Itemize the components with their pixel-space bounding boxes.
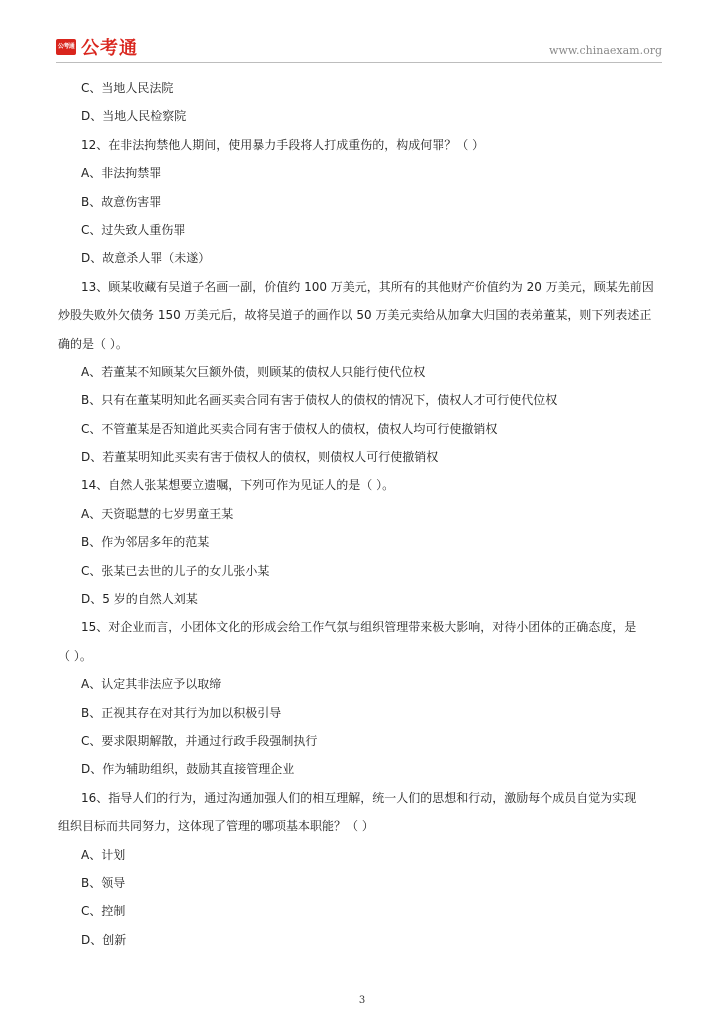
answer-option: A、若董某不知顾某欠巨额外债，则顾某的债权人只能行使代位权: [81, 364, 426, 379]
question-text: 14、自然人张某想要立遗嘱，下列可作为见证人的是（ ）。: [81, 478, 395, 493]
answer-option: C、过失致人重伤罪: [81, 222, 186, 237]
question-text-continued: 组织目标而共同努力，这体现了管理的哪项基本职能？（ ）: [58, 819, 374, 834]
answer-option: B、故意伤害罪: [81, 194, 162, 209]
answer-option: D、作为辅助组织，鼓励其直接管理企业: [81, 762, 295, 777]
question-text: 13、顾某收藏有吴道子名画一副，价值约 100 万美元，其所有的其他财产价值约为 20 万美元，顾某先前因: [81, 279, 654, 294]
answer-option: B、只有在董某明知此名画买卖合同有害于债权人的债权的情况下，债权人才可行使代位权: [81, 393, 558, 408]
answer-option: C、当地人民法院: [81, 81, 174, 95]
page-number: 3: [358, 995, 366, 1006]
logo-icon: 公考通: [56, 39, 76, 55]
answer-option: A、认定其非法应予以取缔: [81, 677, 222, 692]
page-header: [0, 0, 724, 60]
site-url: www.chinaexam.org: [549, 44, 662, 57]
answer-option: D、当地人民检察院: [81, 109, 187, 124]
answer-option: C、控制: [81, 904, 126, 919]
answer-option: A、天资聪慧的七岁男童王某: [81, 506, 234, 521]
document-body: [58, 74, 666, 954]
answer-option: A、非法拘禁罪: [81, 166, 162, 181]
header-divider: [56, 62, 662, 63]
answer-option: C、张某已去世的儿子的女儿张小某: [81, 563, 270, 578]
answer-option: B、作为邻居多年的范某: [81, 535, 210, 550]
logo-text: 公考通: [81, 38, 138, 59]
answer-option: C、不管董某是否知道此买卖合同有害于债权人的债权，债权人均可行使撤销权: [81, 421, 498, 436]
answer-option: C、要求限期解散，并通过行政手段强制执行: [81, 733, 318, 748]
logo: [56, 34, 138, 60]
answer-option: B、正视其存在对其行为加以积极引导: [81, 705, 282, 720]
answer-option: D、创新: [81, 932, 127, 947]
question-text: 15、对企业而言，小团体文化的形成会给工作气氛与组织管理带来极大影响，对待小团体的正确态度，是: [81, 620, 637, 635]
answer-option: D、故意杀人罪（未遂）: [81, 251, 211, 266]
question-text-continued: 炒股失败外欠债务 150 万美元后，故将吴道子的画作以 50 万美元卖给从加拿大归国的表弟董某，则下列表述正: [58, 308, 652, 323]
question-text: 16、指导人们的行为，通过沟通加强人们的相互理解，统一人们的思想和行动，激励每个成员自觉为实现: [81, 790, 637, 805]
question-text-continued: （ ）。: [58, 648, 92, 663]
answer-option: B、领导: [81, 875, 126, 890]
question-text-continued: 确的是（ ）。: [58, 336, 128, 351]
answer-option: D、5 岁的自然人刘某: [81, 592, 198, 607]
answer-option: D、若董某明知此买卖有害于债权人的债权，则债权人可行使撤销权: [81, 450, 439, 465]
question-text: 12、在非法拘禁他人期间，使用暴力手段将人打成重伤的，构成何罪？（ ）: [81, 137, 485, 152]
answer-option: A、计划: [81, 847, 126, 862]
